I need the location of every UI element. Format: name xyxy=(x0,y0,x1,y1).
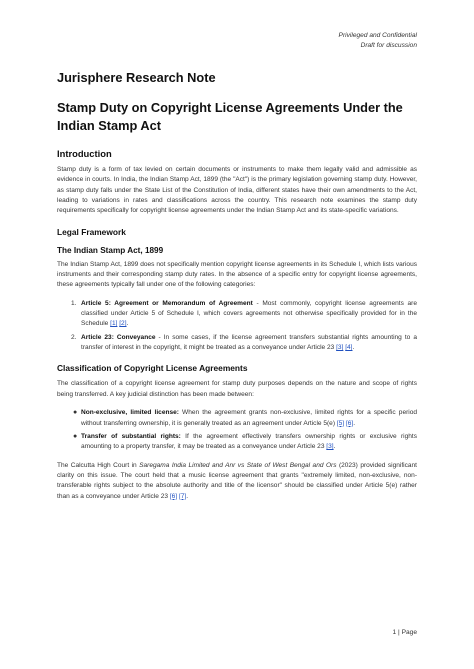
list-item-text: - Most commonly, copyright license agreements are classified under Article 5 of Schedule I, which covers agreements not otherwise specifically provided for in the Schedule xyxy=(81,299,418,328)
sentence-end: . xyxy=(352,344,355,352)
list-item-text: - In some cases, if the license agreement transfers substantial rights amounting to a transfer of interest in the copyright, it might be treated as a conveyance under Article 23 xyxy=(81,333,417,352)
introduction-heading: Introduction xyxy=(57,148,112,159)
document-label: Jurisphere Research Note xyxy=(57,70,216,85)
header-line-2: Draft for discussion xyxy=(360,42,417,49)
list-number: 2. xyxy=(71,333,77,341)
list-item xyxy=(57,432,417,453)
case-holding-text: (2023) provided significant clarity on this issue. The court held that a music license agreement that grants "extremely limited, non-exclusive, non-transferable rights subject to the absolute authority and title of the licensor" should be classified under Article 5(e) rather than as a conveyance under Article 23 xyxy=(57,461,418,500)
citation-link[interactable]: [3] xyxy=(336,344,344,352)
case-intro-text: The Calcutta High Court in xyxy=(57,461,140,469)
list-item-text: If the agreement effectively transfers ownership rights or exclusive rights amounting to a property transfer, it may be treated as a conveyance under Article 23 xyxy=(81,432,417,451)
introduction-paragraph: Stamp duty is a form of tax levied on certain documents or instruments to make them legally valid and admissible as evidence in courts. In India, the Indian Stamp Act, 1899 (the "Act") is the primary legislation governing stamp duty. However, as stamp duty falls under the State List of the Constitution of India, different states have their own amendments to the Act, leading to variations in rates and classifications across the country. This research note examines the stamp duty requirements specifically for copyright license agreements under the Indian Stamp Act and its state-specific variations. xyxy=(57,166,417,215)
bullet-icon: ● xyxy=(73,409,78,417)
citation-link[interactable]: [3] xyxy=(326,443,334,451)
list-item xyxy=(57,408,417,429)
citation-link[interactable]: [6] xyxy=(169,492,178,500)
sentence-end: . xyxy=(353,419,356,427)
case-name: Saregama India Limited and Anr vs State of West Bengal and Ors xyxy=(139,461,337,469)
classification-paragraph: The classification of a copyright license agreement for stamp duty purposes depends on the nature and scope of rights being transferred. A key judicial distinction has been made between: xyxy=(57,380,417,398)
citation-link[interactable]: [7] xyxy=(178,492,187,500)
document-body xyxy=(57,70,417,510)
header-line-1: Privileged and Confidential xyxy=(338,32,417,39)
confidentiality-header xyxy=(217,31,417,51)
list-item-title: Article 23: Conveyance xyxy=(81,333,156,341)
citation-link[interactable]: [2] xyxy=(119,320,127,328)
citation-link[interactable]: [4] xyxy=(345,344,353,352)
list-item xyxy=(57,299,417,330)
stamp-act-paragraph: The Indian Stamp Act, 1899 does not specifically mention copyright license agreements in its Schedule I, which lists various instruments and their corresponding stamp duty rates. In the absence of a specific entry for copyright license agreements, these agreements typically fall under one of the following categories: xyxy=(57,260,417,289)
article-list xyxy=(57,299,417,354)
list-item-text: When the agreement grants non-exclusive, limited rights for a specific period without transferring ownership, it is generally treated as an agreement under Article 5(e) xyxy=(81,409,418,427)
sentence-end: . xyxy=(186,492,189,500)
case-law-paragraph xyxy=(57,461,417,502)
list-item-title: Non-exclusive, limited license: xyxy=(81,409,179,417)
classification-list xyxy=(57,408,417,452)
legal-framework-heading: Legal Framework xyxy=(57,226,126,237)
sentence-end: . xyxy=(333,443,336,451)
document-title: Stamp Duty on Copyright License Agreements Under the Indian Stamp Act xyxy=(57,100,403,133)
classification-heading: Classification of Copyright License Agreements xyxy=(57,363,248,374)
list-item-title: Transfer of substantial rights: xyxy=(81,432,181,440)
list-item xyxy=(57,333,417,354)
stamp-act-subheading: The Indian Stamp Act, 1899 xyxy=(57,245,164,255)
sentence-end: . xyxy=(126,320,129,328)
citation-link[interactable]: [1] xyxy=(110,320,118,328)
list-number: 1. xyxy=(71,299,77,307)
citation-link[interactable]: [5] xyxy=(336,419,345,427)
list-item-title: Article 5: Agreement or Memorandum of Agreement xyxy=(81,299,253,307)
page-number-footer: 1 | Page xyxy=(392,629,417,636)
citation-link[interactable]: [6] xyxy=(345,419,354,427)
bullet-icon: ● xyxy=(73,432,78,440)
